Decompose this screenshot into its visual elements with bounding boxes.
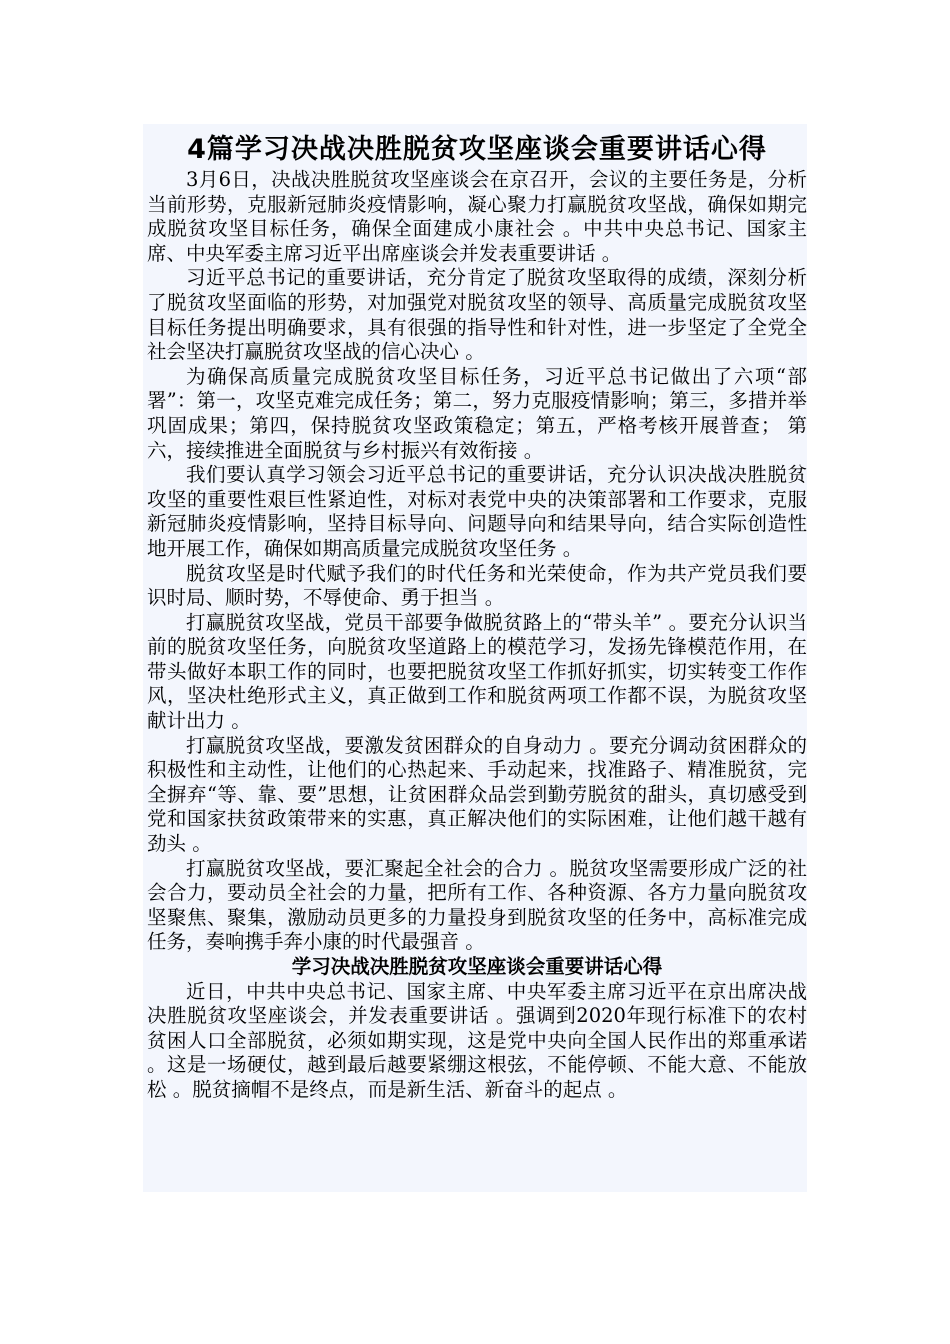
paragraph: 我们要认真学习领会习近平总书记的重要讲话，充分认识决战决胜脱贫攻坚的重要性艰巨性紧迫性，对标对表党中央的决策部署和工作要求，克服新冠肺炎疫情影响，坚持目标导向、问题导向和结果导向，结合实际创造性地开展工作，确保如期高质量完成脱贫攻坚任务 。 [147, 463, 807, 560]
paragraph: 为确保高质量完成脱贫攻坚目标任务，习近平总书记做出了六项“部署”：第一，攻坚克难完成任务；第二，努力克服疫情影响；第三，多措并举巩固成果；第四，保持脱贫攻坚政策稳定；第五，严格考核开展普查； 第六，接续推进全面脱贫与乡村振兴有效衔接 。 [147, 364, 807, 462]
section-subtitle: 学习决战决胜脱贫攻坚座谈会重要讲话心得 [291, 955, 663, 978]
paragraph: 习近平总书记的重要讲话，充分肯定了脱贫攻坚取得的成绩，深刻分析了脱贫攻坚面临的形势，对加强党对脱贫攻坚的领导、高质量完成脱贫攻坚目标任务提出明确要求，具有很强的指导性和针对性，进一步坚定了全党全社会坚决打赢脱贫攻坚战的信心决心 。 [147, 266, 807, 364]
paragraph: 打赢脱贫攻坚战，要激发贫困群众的自身动力 。要充分调动贫困群众的积极性和主动性，让他们的心热起来、手动起来，找准路子、精准脱贫，完全摒弃“等、靠、要”思想，让贫困群众品尝到勤劳脱贫的甜头，真切感受到党和国家扶贫政策带来的实惠，真正解决他们的实际困难，让他们越干越有劲头 。 [147, 733, 807, 856]
document-page [143, 124, 807, 1192]
paragraph: 打赢脱贫攻坚战，党员干部要争做脱贫路上的“带头羊” 。要充分认识当前的脱贫攻坚任务，向脱贫攻坚道路上的模范学习，发扬先锋模范作用，在带头做好本职工作的同时，也要把脱贫攻坚工作抓好抓实，切实转变工作作风，坚决杜绝形式主义，真正做到工作和脱贫两项工作都不误，为脱贫攻坚献计出力 。 [147, 610, 807, 733]
document-title: 4篇学习决战决胜脱贫攻坚座谈会重要讲话心得 [187, 134, 767, 165]
paragraph: 3月6日，决战决胜脱贫攻坚座谈会在京召开，会议的主要任务是，分析当前形势，克服新冠肺炎疫情影响，凝心聚力打赢脱贫攻坚战，确保如期完成脱贫攻坚目标任务，确保全面建成小康社会 。中共中央总书记、国家主席、中央军委主席习近平出席座谈会并发表重要讲话 。 [147, 168, 807, 265]
paragraph: 脱贫攻坚是时代赋予我们的时代任务和光荣使命，作为共产党员我们要识时局、顺时势，不辱使命、勇于担当 。 [147, 561, 807, 610]
paragraph: 近日，中共中央总书记、国家主席、中央军委主席习近平在京出席决战决胜脱贫攻坚座谈会，并发表重要讲话 。强调到2020年现行标准下的农村贫困人口全部脱贫，必须如期实现，这是党中央向全国人民作出的郑重承诺 。这是一场硬仗，越到最后越要紧绷这根弦，不能停顿、不能大意、不能放松 。脱贫摘帽不是终点，而是新生活、新奋斗的起点 。 [147, 979, 807, 1101]
paragraph: 打赢脱贫攻坚战，要汇聚起全社会的合力 。脱贫攻坚需要形成广泛的社会合力，要动员全社会的力量，把所有工作、各种资源、各方力量向脱贫攻坚聚焦、聚集，激励动员更多的力量投身到脱贫攻坚的任务中，高标准完成任务，奏响携手奔小康的时代最强音 。 [147, 856, 807, 954]
